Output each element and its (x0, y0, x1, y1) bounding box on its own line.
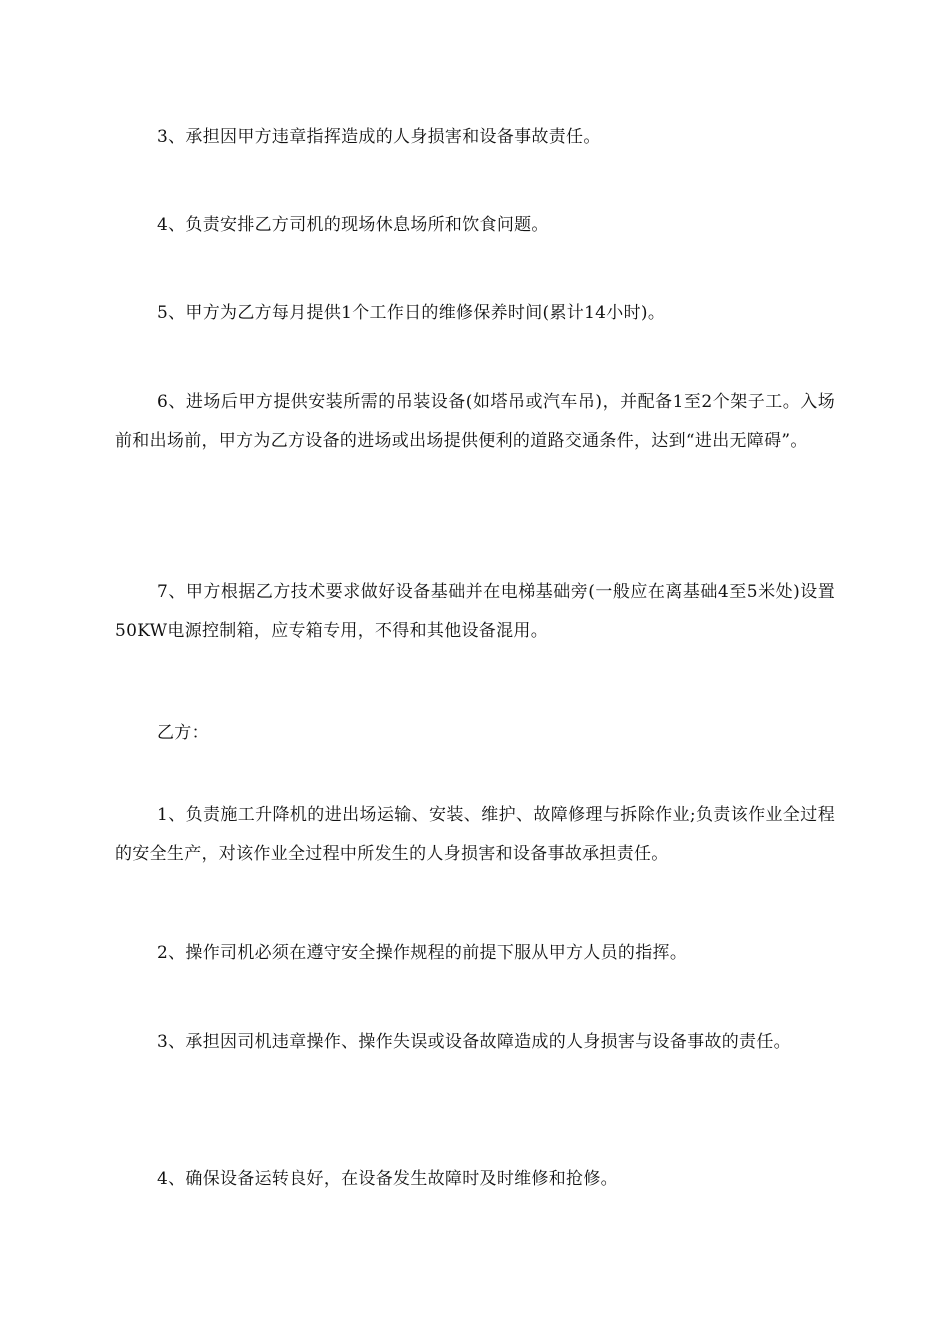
paragraph-jia-4: 4、负责安排乙方司机的现场休息场所和饮食问题。 (157, 215, 549, 235)
paragraph-jia-7: 7、甲方根据乙方技术要求做好设备基础并在电梯基础旁(一般应在离基础4至5米处)设置50KW电源控制箱，应专箱专用，不得和其他设备混用。 (115, 582, 835, 641)
paragraph-jia-3: 3、承担因甲方违章指挥造成的人身损害和设备事故责任。 (157, 127, 601, 147)
section-heading-yi: 乙方： (157, 723, 209, 743)
paragraph-yi-2: 2、操作司机必须在遵守安全操作规程的前提下服从甲方人员的指挥。 (157, 943, 688, 963)
paragraph-yi-3: 3、承担因司机违章操作、操作失误或设备故障造成的人身损害与设备事故的责任。 (157, 1032, 791, 1052)
paragraph-jia-5: 5、甲方为乙方每月提供1个工作日的维修保养时间(累计14小时)。 (157, 303, 666, 323)
paragraph-yi-4: 4、确保设备运转良好，在设备发生故障时及时维修和抢修。 (157, 1169, 618, 1189)
paragraph-yi-1: 1、负责施工升降机的进出场运输、安装、维护、故障修理与拆除作业;负责该作业全过程的安全生产，对该作业全过程中所发生的人身损害和设备事故承担责任。 (115, 805, 835, 864)
paragraph-jia-6: 6、进场后甲方提供安装所需的吊装设备(如塔吊或汽车吊)，并配备1至2个架子工。入场前和出场前，甲方为乙方设备的进场或出场提供便利的道路交通条件，达到“进出无障碍”。 (115, 392, 835, 451)
